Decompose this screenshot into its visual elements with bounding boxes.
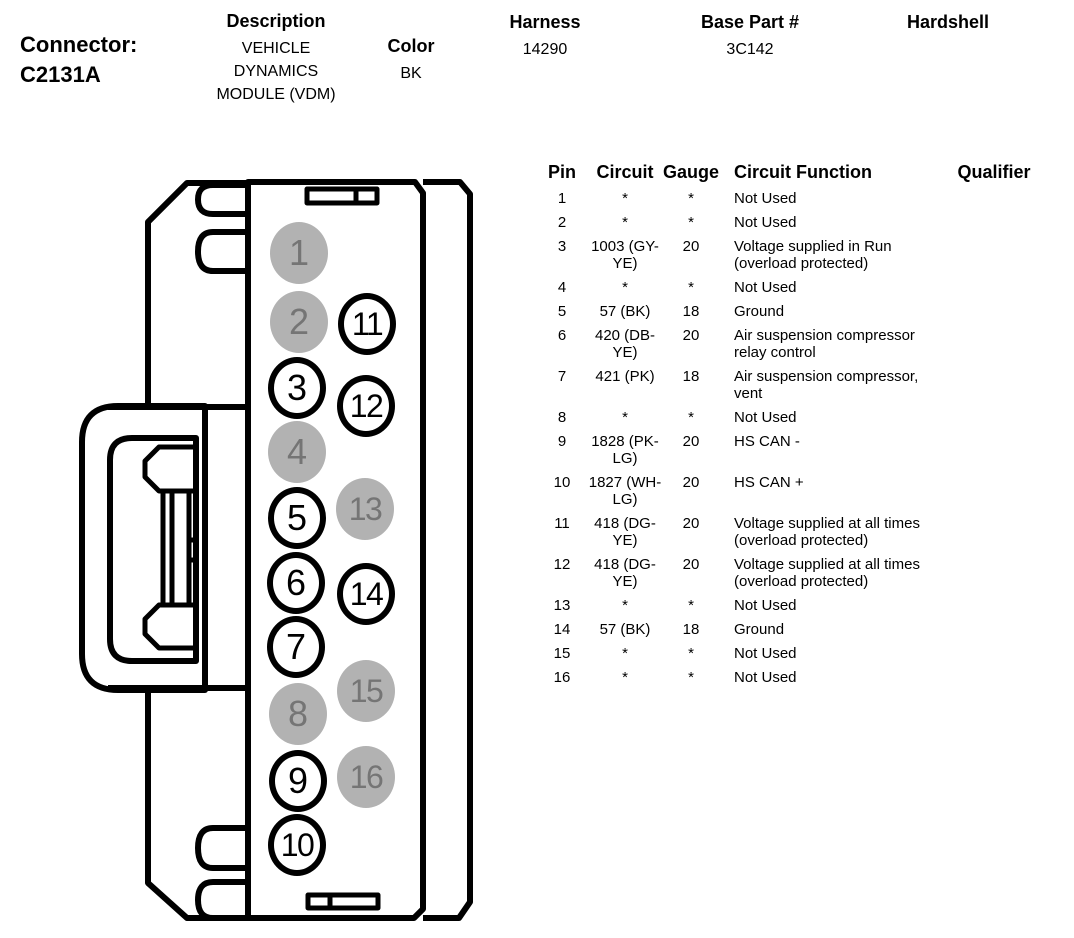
side-strip-outline — [423, 182, 470, 918]
cell-gauge: 18 — [682, 303, 700, 320]
cell-pin: 16 — [553, 669, 571, 686]
connector-pin-4: 4 — [268, 421, 326, 483]
harness-label: Harness — [509, 12, 581, 32]
table-row — [537, 669, 1059, 686]
cell-gauge: * — [688, 409, 694, 426]
cell-pin: 4 — [557, 279, 567, 296]
color-label: Color — [387, 36, 435, 56]
connector-pin-2: 2 — [270, 291, 328, 353]
color-value: BK — [400, 65, 422, 82]
cell-function: Not Used — [734, 279, 797, 296]
column-header-pin: Pin — [547, 162, 576, 182]
clip-bottom-2 — [198, 882, 248, 918]
description-label: Description — [226, 11, 326, 31]
cell-function: Not Used — [734, 645, 797, 662]
connector-pin-9: 9 — [269, 750, 327, 812]
clip-bottom-1 — [198, 828, 248, 868]
cell-gauge: 20 — [682, 238, 700, 255]
base-part-label: Base Part # — [700, 12, 800, 32]
table-row — [537, 621, 1059, 638]
cell-function: Voltage supplied in Run (overload protected) — [734, 238, 892, 272]
connector-pin-1: 1 — [270, 222, 328, 284]
connector-pin-8: 8 — [269, 683, 327, 745]
connector-pin-14: 14 — [337, 563, 395, 625]
hardshell-label: Hardshell — [906, 12, 990, 32]
base-part-value: 3C142 — [726, 41, 774, 58]
cell-pin: 6 — [557, 327, 567, 344]
cell-circuit: 418 (DG-YE) — [594, 515, 656, 549]
cell-gauge: * — [688, 645, 694, 662]
connector-pin-11: 11 — [338, 293, 396, 355]
harness-value: 14290 — [522, 41, 568, 58]
connector-label: Connector: — [20, 32, 138, 57]
cell-gauge: 18 — [682, 368, 700, 385]
table-row — [537, 433, 1059, 467]
latch-arm-rails — [163, 491, 189, 605]
face-outline — [248, 182, 423, 918]
table-row — [537, 515, 1059, 549]
cell-gauge: * — [688, 597, 694, 614]
cell-function: Not Used — [734, 409, 797, 426]
cell-pin: 1 — [557, 190, 567, 207]
connector-id: C2131A — [20, 62, 101, 87]
cell-pin: 12 — [553, 556, 571, 573]
connector-pin-6: 6 — [267, 552, 325, 614]
cell-pin: 7 — [557, 368, 567, 385]
pin-table-header — [537, 162, 1059, 182]
cell-pin: 14 — [553, 621, 571, 638]
connector-pin-10: 10 — [268, 814, 326, 876]
cell-gauge: * — [688, 214, 694, 231]
cell-circuit: * — [622, 190, 628, 207]
cell-function: Ground — [734, 303, 785, 320]
cell-circuit: * — [622, 597, 628, 614]
connector-pin-7: 7 — [267, 616, 325, 678]
table-row — [537, 556, 1059, 590]
cell-function: Ground — [734, 621, 785, 638]
pin-table — [537, 162, 1059, 693]
cell-circuit: 421 (PK) — [595, 368, 655, 385]
cell-pin: 10 — [553, 474, 571, 491]
column-header-qualifier: Qualifier — [957, 162, 1031, 182]
latch-block-bottom — [145, 605, 196, 648]
table-row — [537, 190, 1059, 207]
cell-function: Voltage supplied at all times (overload protected) — [734, 515, 920, 549]
cell-function: Not Used — [734, 669, 797, 686]
table-row — [537, 474, 1059, 508]
cell-circuit: * — [622, 279, 628, 296]
connector-pin-13: 13 — [336, 478, 394, 540]
cell-pin: 15 — [553, 645, 571, 662]
pin-table-body — [537, 190, 1059, 686]
connector-pin-3: 3 — [268, 357, 326, 419]
cell-pin: 2 — [557, 214, 567, 231]
clip-top-1 — [198, 185, 248, 214]
table-row — [537, 279, 1059, 296]
cell-function: Not Used — [734, 190, 797, 207]
cell-function: HS CAN - — [734, 433, 800, 450]
cell-function: Air suspension compressor, vent — [734, 368, 919, 402]
connector-pin-15: 15 — [337, 660, 395, 722]
cell-gauge: 18 — [682, 621, 700, 638]
cell-gauge: 20 — [682, 327, 700, 344]
table-row — [537, 327, 1059, 361]
column-header-gauge: Gauge — [663, 162, 720, 182]
connector-pin-16: 16 — [337, 746, 395, 808]
cell-function: Not Used — [734, 597, 797, 614]
table-row — [537, 238, 1059, 272]
table-row — [537, 597, 1059, 614]
cell-circuit: * — [622, 669, 628, 686]
cell-circuit: 57 (BK) — [599, 303, 651, 320]
cell-circuit: 418 (DG-YE) — [594, 556, 656, 590]
cell-function: Not Used — [734, 214, 797, 231]
cell-gauge: * — [688, 190, 694, 207]
cell-gauge: 20 — [682, 474, 700, 491]
index-slot-top — [307, 189, 377, 203]
connector-pin-5: 5 — [268, 487, 326, 549]
table-row — [537, 303, 1059, 320]
cell-pin: 9 — [557, 433, 567, 450]
table-row — [537, 368, 1059, 402]
cell-circuit: * — [622, 645, 628, 662]
table-row — [537, 214, 1059, 231]
cell-gauge: * — [688, 279, 694, 296]
cell-pin: 3 — [557, 238, 567, 255]
cell-gauge: 20 — [682, 433, 700, 450]
cell-circuit: 57 (BK) — [599, 621, 651, 638]
cell-circuit: * — [622, 409, 628, 426]
cell-pin: 11 — [554, 515, 570, 532]
latch-inner — [110, 438, 196, 661]
connector-pin-12: 12 — [337, 375, 395, 437]
clip-top-2 — [198, 232, 248, 271]
cell-circuit: 1827 (WH-LG) — [588, 474, 662, 508]
cell-gauge: 20 — [682, 556, 700, 573]
column-header-function: Circuit Function — [734, 162, 872, 182]
cell-circuit: * — [622, 214, 628, 231]
index-slot-bottom — [308, 895, 378, 908]
cell-pin: 8 — [557, 409, 567, 426]
column-header-circuit: Circuit — [596, 162, 654, 182]
table-row — [537, 645, 1059, 662]
cell-gauge: 20 — [682, 515, 700, 532]
cell-function: Voltage supplied at all times (overload protected) — [734, 556, 920, 590]
cell-circuit: 1003 (GY-YE) — [591, 238, 659, 272]
cell-function: Air suspension compressor relay control — [734, 327, 915, 361]
cell-pin: 5 — [557, 303, 567, 320]
table-row — [537, 409, 1059, 426]
cell-circuit: 420 (DB-YE) — [594, 327, 656, 361]
cell-function: HS CAN + — [734, 474, 804, 491]
cell-gauge: * — [688, 669, 694, 686]
description-value: VEHICLE DYNAMICS MODULE (VDM) — [216, 40, 336, 103]
cell-circuit: 1828 (PK-LG) — [591, 433, 659, 467]
cell-pin: 13 — [553, 597, 571, 614]
latch-block-top — [145, 447, 196, 491]
